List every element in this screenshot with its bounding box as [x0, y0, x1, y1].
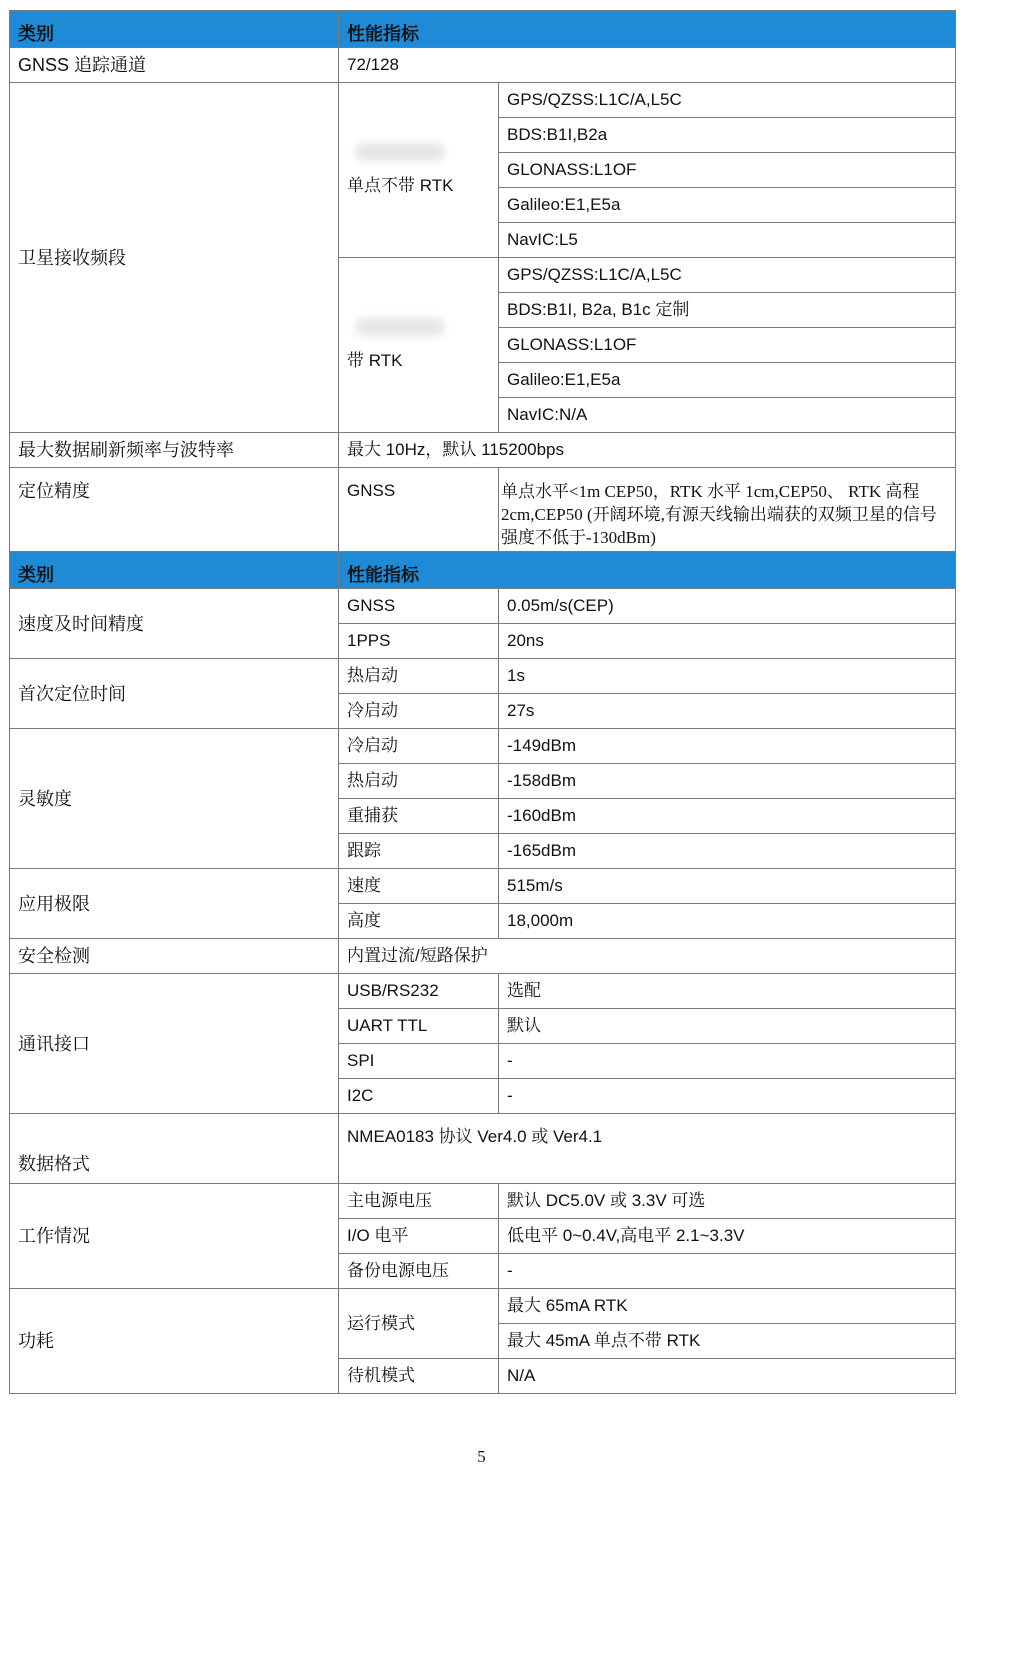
row-value: - [499, 1254, 956, 1289]
row-value: 18,000m [499, 904, 956, 939]
row-key: USB/RS232 [339, 974, 499, 1009]
rate-value: 最大 10Hz，默认 115200bps [339, 433, 956, 468]
format-label: 数据格式 [10, 1114, 339, 1184]
limits-label: 应用极限 [10, 869, 339, 939]
row-key: 热启动 [339, 659, 499, 694]
spec-table [9, 10, 956, 1394]
channels-value: 72/128 [339, 48, 956, 83]
spec-page [9, 10, 955, 1394]
safety-value: 内置过流/短路保护 [339, 939, 956, 974]
table-row [10, 939, 956, 974]
row-key: GNSS [339, 589, 499, 624]
row-value: 0.05m/s(CEP) [499, 589, 956, 624]
accuracy-label: 定位精度 [10, 468, 339, 552]
row-value: -165dBm [499, 834, 956, 869]
band-item: GPS/QZSS:L1C/A,L5C [499, 83, 956, 118]
power-run-key: 运行模式 [339, 1289, 499, 1359]
row-value: 1s [499, 659, 956, 694]
row-key: 冷启动 [339, 694, 499, 729]
table-row [10, 729, 956, 764]
table-header [10, 11, 956, 48]
row-key: I/O 电平 [339, 1219, 499, 1254]
row-value: 默认 [499, 1009, 956, 1044]
blurred-mark [355, 318, 445, 336]
band-item: BDS:B1I, B2a, B1c 定制 [499, 293, 956, 328]
row-key: 速度 [339, 869, 499, 904]
table-row [10, 433, 956, 468]
bands-rtk-label: 带 RTK [347, 351, 403, 370]
row-value: 低电平 0~0.4V,高电平 2.1~3.3V [499, 1219, 956, 1254]
band-item: Galileo:E1,E5a [499, 188, 956, 223]
row-key: 主电源电压 [339, 1184, 499, 1219]
table-row [10, 468, 956, 552]
table-row [10, 974, 956, 1009]
row-key: 重捕获 [339, 799, 499, 834]
ttff-label: 首次定位时间 [10, 659, 339, 729]
row-value: 20ns [499, 624, 956, 659]
row-value: - [499, 1079, 956, 1114]
row-value: 选配 [499, 974, 956, 1009]
table-row [10, 1289, 956, 1324]
row-value: 默认 DC5.0V 或 3.3V 可选 [499, 1184, 956, 1219]
table-row [10, 1184, 956, 1219]
comm-label: 通讯接口 [10, 974, 339, 1114]
power-standby-key: 待机模式 [339, 1359, 499, 1394]
row-key: 跟踪 [339, 834, 499, 869]
row-key: 备份电源电压 [339, 1254, 499, 1289]
channels-label: GNSS 追踪通道 [10, 48, 339, 83]
table-row [10, 659, 956, 694]
row-value: -160dBm [499, 799, 956, 834]
bands-single-label: 单点不带 RTK [347, 176, 454, 195]
row-value: -158dBm [499, 764, 956, 799]
row-value: -149dBm [499, 729, 956, 764]
band-item: GPS/QZSS:L1C/A,L5C [499, 258, 956, 293]
sensitivity-label: 灵敏度 [10, 729, 339, 869]
band-item: GLONASS:L1OF [499, 153, 956, 188]
bands-single-label-cell [339, 83, 499, 258]
power-run-value-2: 最大 45mA 单点不带 RTK [499, 1324, 956, 1359]
row-value: 515m/s [499, 869, 956, 904]
power-label: 功耗 [10, 1289, 339, 1394]
header-category: 类别 [10, 11, 339, 48]
table-row [10, 1114, 956, 1184]
row-key: 高度 [339, 904, 499, 939]
table-row [10, 869, 956, 904]
row-value: - [499, 1044, 956, 1079]
table-row [10, 83, 956, 118]
bands-rtk-label-cell [339, 258, 499, 433]
band-item: NavIC:L5 [499, 223, 956, 258]
header-category: 类别 [10, 552, 339, 589]
format-value: NMEA0183 协议 Ver4.0 或 Ver4.1 [339, 1114, 956, 1184]
accuracy-sub: GNSS [339, 468, 499, 552]
power-standby-value: N/A [499, 1359, 956, 1394]
header-spec: 性能指标 [339, 11, 956, 48]
row-key: SPI [339, 1044, 499, 1079]
row-key: 冷启动 [339, 729, 499, 764]
band-item: Galileo:E1,E5a [499, 363, 956, 398]
row-key: UART TTL [339, 1009, 499, 1044]
band-item: GLONASS:L1OF [499, 328, 956, 363]
power-run-value-1: 最大 65mA RTK [499, 1289, 956, 1324]
speed-time-label: 速度及时间精度 [10, 589, 339, 659]
safety-label: 安全检测 [10, 939, 339, 974]
row-value: 27s [499, 694, 956, 729]
table-header [10, 552, 956, 589]
bands-label: 卫星接收频段 [10, 83, 339, 433]
band-item: BDS:B1I,B2a [499, 118, 956, 153]
row-key: I2C [339, 1079, 499, 1114]
table-row [10, 589, 956, 624]
band-item: NavIC:N/A [499, 398, 956, 433]
row-key: 热启动 [339, 764, 499, 799]
page-number: 5 [477, 1447, 486, 1466]
blurred-mark [355, 143, 445, 161]
accuracy-value: 单点水平<1m CEP50，RTK 水平 1cm,CEP50、 RTK 高程 2cm,CEP50 (开阔环境,有源天线输出端获的双频卫星的信号强度不低于-130dBm) [499, 468, 956, 552]
rate-label: 最大数据刷新频率与波特率 [10, 433, 339, 468]
operation-label: 工作情况 [10, 1184, 339, 1289]
header-spec: 性能指标 [339, 552, 956, 589]
table-row [10, 48, 956, 83]
row-key: 1PPS [339, 624, 499, 659]
